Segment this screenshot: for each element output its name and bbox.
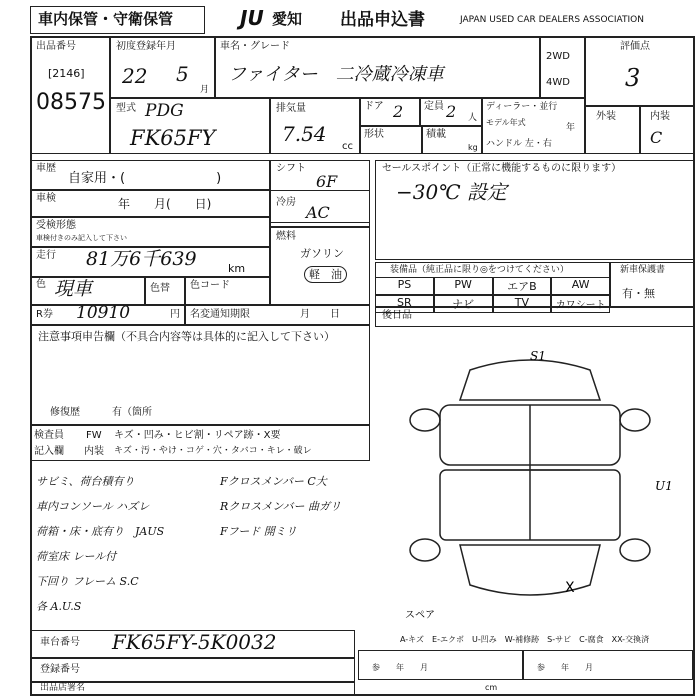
first-reg-label: 初度登録年月: [116, 41, 176, 52]
fuel-label: 燃料: [276, 231, 296, 242]
diagram-mark-top: S1: [530, 349, 546, 363]
model-name: ファイター 二冷蔵冷凍車: [228, 64, 444, 85]
capacity-value: 2: [446, 102, 457, 121]
capacity-unit: 人: [468, 113, 478, 123]
displacement-label: 排気量: [276, 103, 306, 114]
score-value: 3: [625, 64, 641, 92]
note-line: 荷箱・床・底有り JAUS: [36, 525, 165, 538]
selling-point-label: セールスポイント（正常に機能するものに限ります）: [382, 163, 622, 174]
equipment-ps: PS: [375, 277, 434, 295]
equipment-navi: ナビ: [434, 295, 493, 313]
evaluation-label: 評価点: [620, 41, 650, 52]
model-code-label: 型式: [116, 103, 136, 114]
inspector-row-2-head: 内装: [84, 446, 104, 457]
model-year-label: モデル年式: [486, 118, 526, 127]
mileage-value: 81万6千639: [86, 248, 197, 270]
remarks-box-label: 後日品: [382, 310, 412, 321]
spare-label: スペア: [405, 610, 435, 621]
interior-grade: C: [650, 128, 663, 147]
interior-label: 内装: [650, 111, 670, 122]
color-change-label: 色替: [150, 283, 170, 294]
equipment-tv: TV: [493, 295, 552, 313]
dealer-label: ディーラー・並行: [486, 102, 558, 112]
color-value: 現車: [54, 278, 93, 300]
displacement-value: 7.54: [282, 122, 327, 146]
note-line: 荷室床 レール付: [36, 550, 117, 563]
recycle-fee-value: 10910: [76, 303, 131, 323]
repair-history-label: 修復歴: [50, 407, 80, 418]
note-line: 車内コンソール ハズレ: [36, 500, 150, 513]
exterior-label: 外装: [596, 111, 616, 122]
color-label: 色: [36, 279, 46, 290]
shape-label: 形状: [364, 129, 384, 140]
note-line: 下回り フレーム S.C: [36, 575, 139, 588]
inspector-row-1-head: FW: [86, 430, 102, 441]
equipment-aw: AW: [551, 277, 610, 295]
drive-cell: [540, 36, 585, 98]
region: 愛知: [272, 10, 303, 28]
fuel-gas: ガソリン: [300, 247, 344, 260]
recycle-label: 受検形態: [36, 220, 76, 231]
warranty-yes-no: 有・無: [622, 287, 655, 300]
association: JAPAN USED CAR DEALERS ASSOCIATION: [460, 15, 644, 25]
doors-label: ドア: [364, 101, 384, 112]
diagram-mark-x: X: [565, 580, 575, 596]
shift-value: 6F: [316, 172, 338, 191]
load-label: 積載: [426, 129, 446, 140]
lot-number: 08575: [36, 90, 106, 115]
cm-unit: cm: [485, 683, 498, 692]
drive-4wd: 4WD: [546, 77, 570, 88]
handle-label: ハンドル 左・右: [486, 139, 552, 149]
chassis-number-label: 車台番号: [40, 637, 80, 648]
notes-right: [220, 476, 370, 551]
model-code-1: PDG: [145, 101, 184, 121]
diagram-mark-right: U1: [655, 479, 673, 493]
selling-point-cell: [375, 160, 695, 260]
chassis-number-value: FK65FY-5K0032: [112, 630, 277, 654]
cc-unit: cc: [342, 141, 353, 152]
yen-unit: 円: [170, 309, 180, 320]
reg-year: 22: [122, 64, 148, 88]
inspection-small-2-text: 参 年 月: [537, 663, 593, 672]
legend: A-キズ E-エクボ U-凹み W-補修跡 S-サビ C-腐食 XX-交換済: [400, 635, 650, 644]
ac-label: 冷房: [276, 197, 296, 208]
mileage-label: 走行: [36, 250, 56, 261]
notes-left: [36, 476, 211, 621]
form-title: 出品申込書: [340, 10, 425, 30]
notice-date: 月 日: [300, 309, 340, 320]
signature-label: 出品店署名: [40, 683, 86, 693]
remarks-title: 注意事項申告欄（不具合内容等は具体的に記入して下さい）: [38, 330, 335, 343]
kg-unit: kg: [468, 143, 478, 152]
model-label: 車名・グレード: [220, 41, 290, 52]
note-line: Fクロスメンバー C大: [220, 475, 327, 488]
recycle-fee-label: R券: [36, 309, 53, 320]
repair-history-value: 有（箇所: [112, 407, 152, 418]
inspector-label: 検査員: [34, 430, 64, 441]
inspector-row-2-text: キズ・汚・やけ・コゲ・穴・タバコ・キレ・破レ: [114, 446, 312, 456]
registration-label: 登録番号: [40, 664, 80, 675]
reg-month-suffix: 月: [200, 85, 210, 95]
note-line: 各 A.U.S: [36, 600, 82, 613]
lot-label: 出品番号: [36, 41, 76, 52]
doors-value: 2: [393, 102, 404, 121]
year-suffix: 年: [566, 123, 576, 133]
equipment-grid: [375, 277, 610, 311]
recycle-note: 車検付きのみ記入して下さい: [36, 234, 127, 242]
note-line: Fフード 開ミリ: [220, 525, 297, 538]
remarks-box: [375, 307, 695, 327]
km-unit: km: [228, 262, 246, 275]
vehicle-damage-diagram: [380, 330, 690, 630]
logo: JU: [240, 6, 264, 30]
inspection-date: 年 月( 日): [118, 197, 212, 211]
drive-2wd: 2WD: [546, 51, 570, 62]
inspector-label-2: 記入欄: [34, 446, 64, 457]
equipment-sr: SR: [375, 295, 434, 313]
equipment-airbag: エアB: [493, 277, 552, 295]
equipment-leather: カワシート: [551, 295, 610, 313]
shift-label: シフト: [276, 163, 306, 174]
history-label: 車歴: [36, 163, 56, 174]
inspection-label: 車検: [36, 193, 56, 204]
inspector-row-1-text: キズ・凹み・ヒビ割・リペア跡・X要: [114, 430, 281, 441]
equipment-pw: PW: [434, 277, 493, 295]
header: [0, 0, 700, 36]
model-code-2: FK65FY: [130, 126, 216, 150]
history-value: 自家用・( ): [68, 171, 222, 186]
capacity-label: 定員: [424, 101, 444, 112]
note-line: サビミ、荷台積有り: [36, 475, 135, 488]
inspection-small-1-text: 参 年 月: [372, 663, 428, 672]
equipment-label: 装備品（純正品に限り◎をつけてください）: [390, 265, 569, 275]
storage-note: 車内保管・守衛保管: [38, 10, 174, 28]
fuel-diesel: 軽 油: [304, 266, 347, 283]
warranty-label: 新車保護書: [620, 265, 666, 275]
selling-point-value: −30℃ 設定: [396, 180, 507, 204]
reg-month: 5: [176, 62, 189, 86]
notice-label: 名変通知期限: [190, 309, 250, 320]
color-code-label: 色コード: [190, 280, 230, 291]
lot-prefix: [2146]: [48, 67, 85, 80]
note-line: Rクロスメンバー 曲ガリ: [220, 500, 342, 513]
ac-value: AC: [306, 203, 330, 222]
